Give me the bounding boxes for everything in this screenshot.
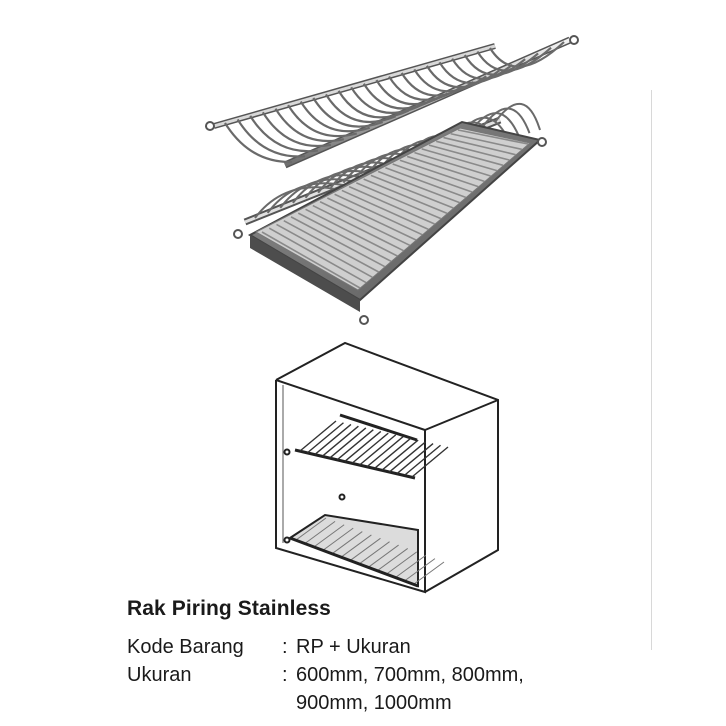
spec-separator: : <box>282 664 288 686</box>
spec-separator: : <box>282 636 288 658</box>
spec-value: 600mm, 700mm, 800mm, 900mm, 1000mm <box>296 664 524 714</box>
spec-label: Kode Barang <box>127 636 244 658</box>
cabinet-with-rack-illustration-icon <box>276 343 498 592</box>
spec-value: RP + Ukuran <box>296 636 411 658</box>
spec-row-kode-barang <box>127 633 566 661</box>
spec-row-ukuran <box>127 661 566 717</box>
product-title: Rak Piring Stainless <box>127 597 331 620</box>
spec-label: Ukuran <box>127 664 192 686</box>
product-caption <box>127 597 566 717</box>
